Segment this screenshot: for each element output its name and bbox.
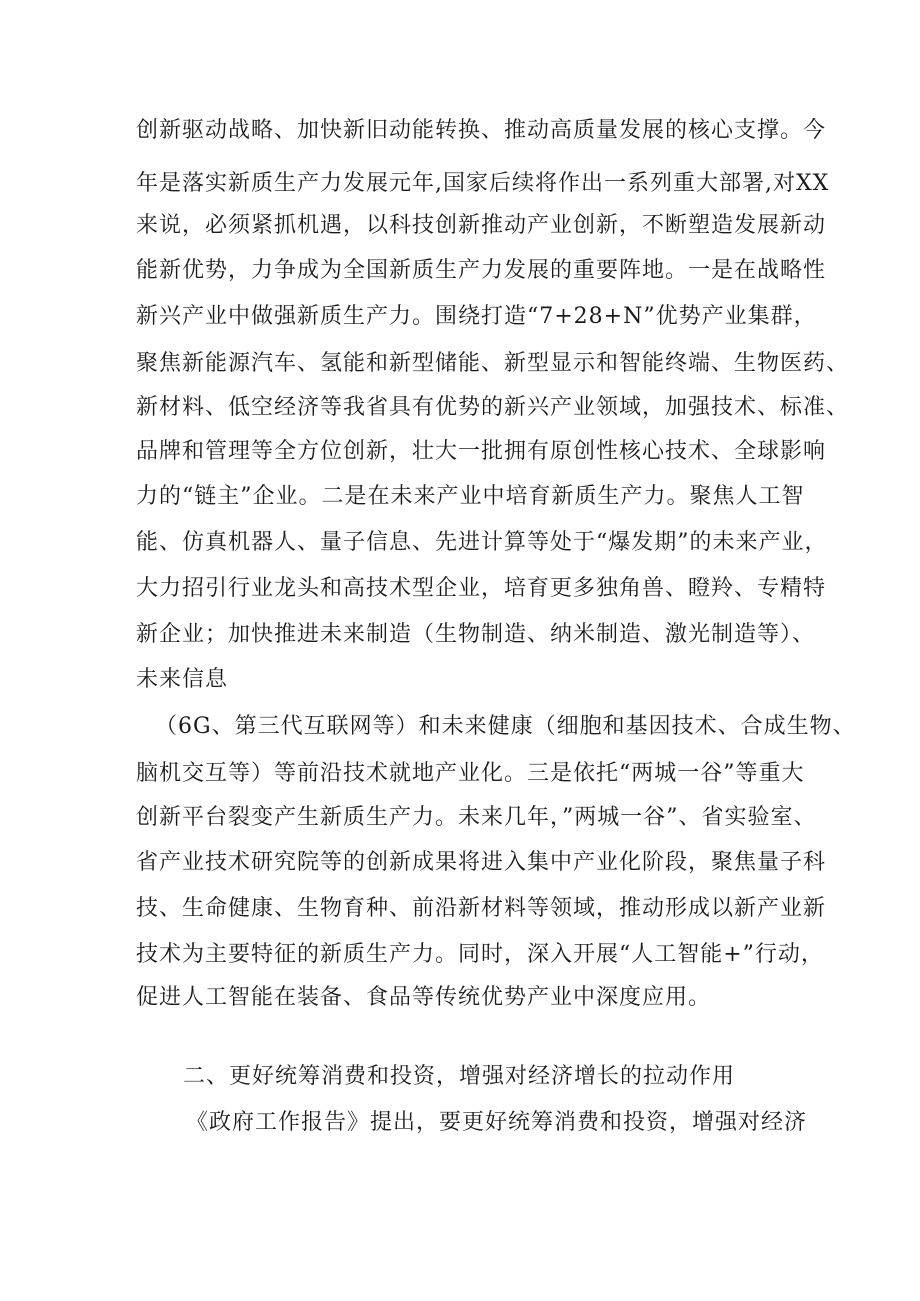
paragraph-1-line-6: 聚焦新能源汽车、氢能和新型储能、新型显示和智能终端、生物医药、 (136, 351, 850, 376)
paragraph-1-line-7: 新材料、低空经济等我省具有优势的新兴产业领域，加强技术、标准、 (136, 395, 850, 420)
paragraph-1-line-2: 年是落实新质生产力发展元年,国家后续将作出一系列重大部署,对XX (136, 171, 830, 196)
paragraph-1-line-12: 新企业；加快推进未来制造（生物制造、纳米制造、激光制造等）、 (136, 622, 816, 647)
paragraph-3-line-1: 《政府工作报告》提出，要更好统筹消费和投资，增强对经济 (186, 1110, 808, 1135)
paragraph-1-line-3: 来说，必须紧抓机遇，以科技创新推动产业创新，不断塑造发展新动 (136, 213, 827, 238)
paragraph-2-line-7: 促进人工智能在装备、食品等传统优势产业中深度应用。 (136, 985, 712, 1010)
paragraph-1-line-1: 创新驱动战略、加快新旧动能转换、推动高质量发展的核心支撑。今 (136, 118, 827, 143)
paragraph-1-line-5: 新兴产业中做强新质生产力。围绕打造“7+28+N”优势产业集群， (136, 304, 817, 329)
paragraph-1-line-13: 未来信息 (136, 667, 229, 692)
paragraph-2-line-5: 技、生命健康、生物育种、前沿新材料等领域，推动形成以新产业新 (136, 896, 827, 921)
paragraph-1-line-11: 大力招引行业龙头和高技术型企业，培育更多独角兽、瞪羚、专精特 (136, 576, 827, 601)
paragraph-1-line-9: 力的“链主”企业。二是在未来产业中培育新质生产力。聚焦人工智 (136, 484, 805, 509)
paragraph-2-line-2: 脑机交互等）等前沿技术就地产业化。三是依托“两城一谷”等重大 (136, 761, 805, 786)
paragraph-2-line-6: 技术为主要特征的新质生产力。同时，深入开展“人工智能+”行动， (136, 942, 824, 967)
paragraph-1-line-4: 能新优势，力争成为全国新质生产力发展的重要阵地。一是在战略性 (136, 258, 827, 283)
paragraph-2-line-3: 创新平台裂变产生新质生产力。未来几年，”两城一谷”、省实验室、 (136, 805, 817, 830)
paragraph-1-line-10: 能、仿真机器人、量子信息、先进计算等处于“爆发期”的未来产业， (136, 530, 828, 555)
paragraph-2-line-4: 省产业技术研究院等的创新成果将进入集中产业化阶段，聚焦量子科 (136, 850, 827, 875)
section-heading: 二、更好统筹消费和投资，增强对经济增长的拉动作用 (183, 1064, 736, 1089)
paragraph-2-line-1: （6G、第三代互联网等）和未来健康（细胞和基因技术、合成生物、 (155, 714, 856, 739)
paragraph-1-line-8: 品牌和管理等全方位创新，壮大一批拥有原创性核心技术、全球影响 (136, 439, 827, 464)
